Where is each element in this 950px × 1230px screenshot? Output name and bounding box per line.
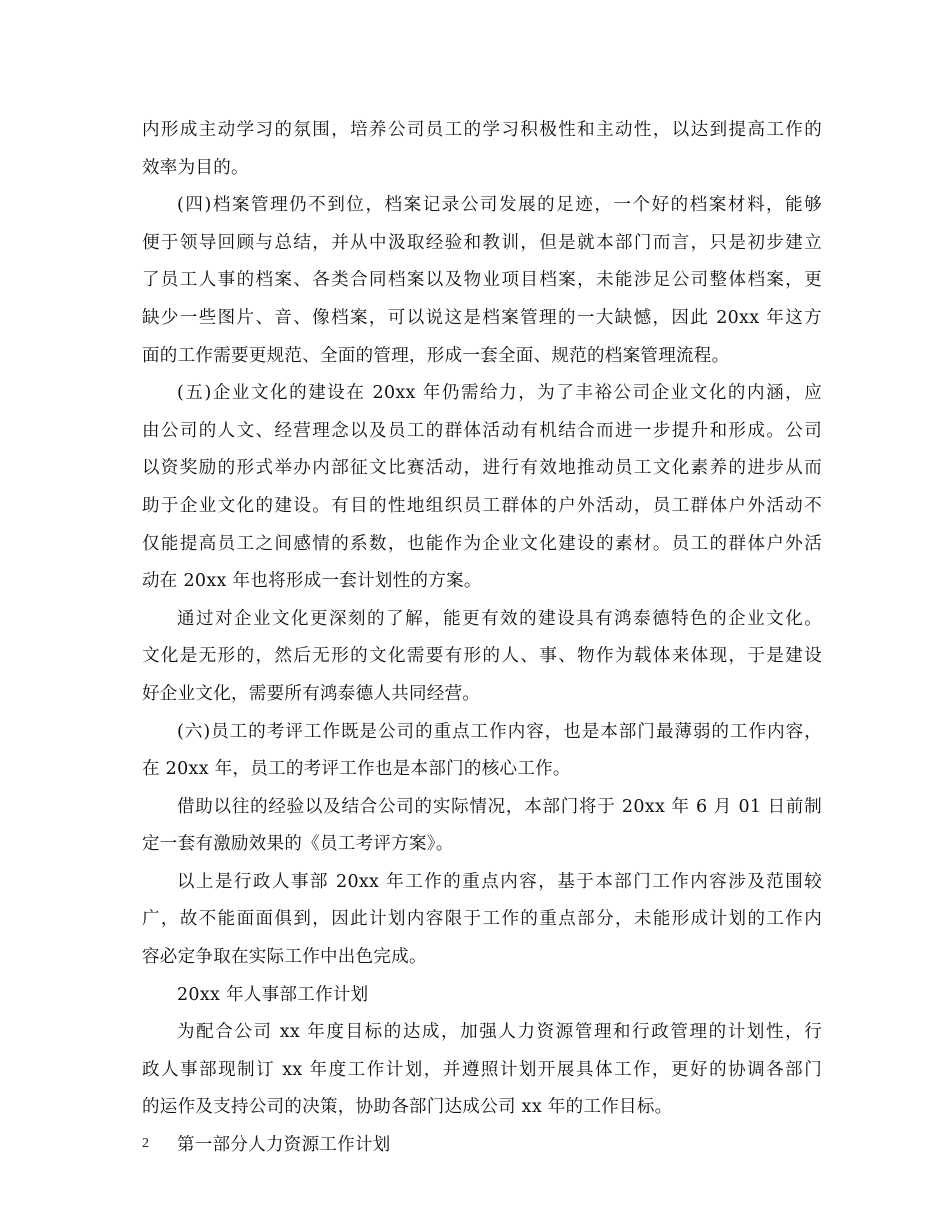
text-line: 以资奖励的形式举办内部征文比赛活动，进行有效地推动员工文化素养的进步从而 bbox=[142, 458, 822, 479]
text-line: 了员工人事的档案、各类合同档案以及物业项目档案，未能涉足公司整体档案，更 bbox=[142, 270, 822, 291]
text-line: 助于企业文化的建设。有目的性地组织员工群体的户外活动，员工群体户外活动不 bbox=[142, 495, 822, 516]
text-line: 效率为目的。 bbox=[142, 157, 249, 178]
text-line: 便于领导回顾与总结，并从中汲取经验和教训，但是就本部门而言，只是初步建立 bbox=[142, 232, 822, 253]
text-line: 广，故不能面面俱到，因此计划内容限于工作的重点部分，未能形成计划的工作内 bbox=[142, 909, 822, 930]
text-line: (六)员工的考评工作既是公司的重点工作内容，也是本部门最薄弱的工作内容， bbox=[177, 721, 822, 742]
text-line: 为配合公司 xx 年度目标的达成，加强人力资源管理和行政管理的计划性，行 bbox=[177, 1022, 822, 1043]
text-line: 借助以往的经验以及结合公司的实际情况，本部门将于 20xx 年 6 月 01 日前制 bbox=[177, 796, 822, 817]
text-line: 好企业文化，需要所有鸿泰德人共同经营。 bbox=[142, 683, 481, 704]
text-line: 的运作及支持公司的决策，协助各部门达成公司 xx 年的工作目标。 bbox=[142, 1097, 673, 1118]
text-line: 动在 20xx 年也将形成一套计划性的方案。 bbox=[142, 571, 482, 592]
text-line: 在 20xx 年，员工的考评工作也是本部门的核心工作。 bbox=[142, 759, 571, 780]
text-line: 定一套有激励效果的《员工考评方案》。 bbox=[142, 834, 454, 855]
text-line: 仅能提高员工之间感情的系数，也能作为企业文化建设的素材。员工的群体户外活 bbox=[142, 533, 822, 554]
text-line: 20xx 年人事部工作计划 bbox=[177, 984, 369, 1005]
page-number: 2 bbox=[142, 1136, 149, 1151]
text-line: (四)档案管理仍不到位，档案记录公司发展的足迹，一个好的档案材料，能够 bbox=[177, 195, 822, 216]
document-body bbox=[142, 112, 822, 1165]
text-line: 面的工作需要更规范、全面的管理，形成一套全面、规范的档案管理流程。 bbox=[142, 345, 730, 366]
text-line: (五)企业文化的建设在 20xx 年仍需给力，为了丰裕公司企业文化的内涵，应 bbox=[177, 383, 822, 404]
text-line: 缺少一些图片、音、像档案，可以说这是档案管理的一大缺憾，因此 20xx 年这方 bbox=[142, 307, 822, 328]
text-line: 由公司的人文、经营理念以及员工的群体活动有机结合而进一步提升和形成。公司 bbox=[142, 420, 822, 441]
text-line: 内形成主动学习的氛围，培养公司员工的学习积极性和主动性，以达到提高工作的 bbox=[142, 120, 822, 140]
text-line: 文化是无形的，然后无形的文化需要有形的人、事、物作为载体来体现，于是建设 bbox=[142, 646, 822, 667]
text-line: 通过对企业文化更深刻的了解，能更有效的建设具有鸿泰德特色的企业文化。 bbox=[177, 608, 822, 629]
text-line: 容必定争取在实际工作中出色完成。 bbox=[142, 947, 427, 968]
text-line: 以上是行政人事部 20xx 年工作的重点内容，基于本部门工作内容涉及范围较 bbox=[177, 871, 822, 892]
text-line: 政人事部现制订 xx 年度工作计划，并遵照计划开展具体工作，更好的协调各部门 bbox=[142, 1059, 822, 1080]
text-line: 第一部分人力资源工作计划 bbox=[177, 1135, 391, 1156]
